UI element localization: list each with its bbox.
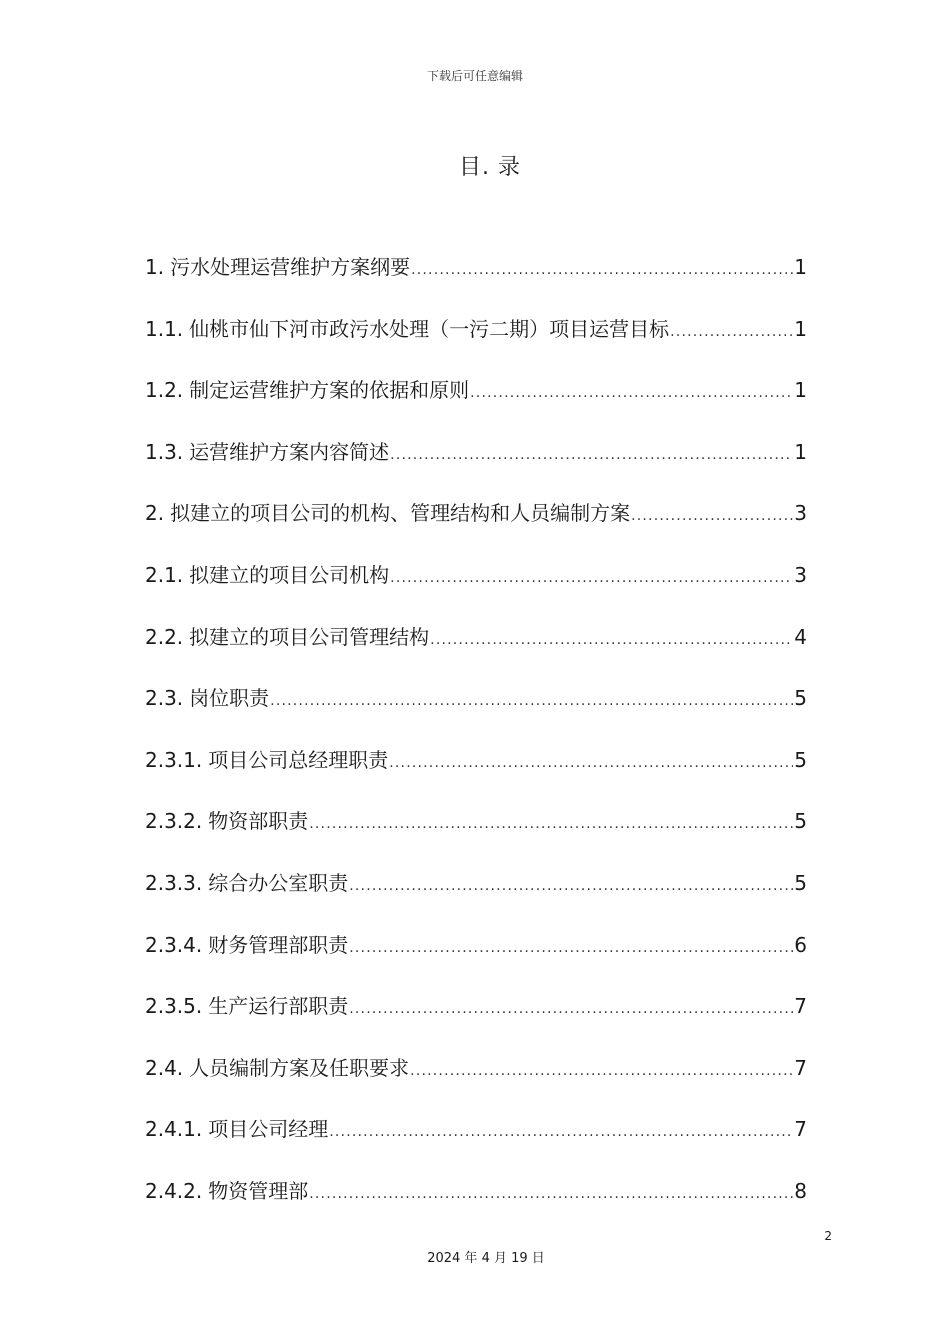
toc-entry-label bbox=[145, 1051, 409, 1085]
toc-entry-label bbox=[145, 743, 388, 777]
toc-entry-number: 2.3.1. bbox=[145, 747, 203, 772]
toc-entry[interactable] bbox=[145, 373, 807, 435]
toc-entry-text: 项目公司经理 bbox=[208, 1117, 329, 1142]
toc-entry-page: 4 bbox=[794, 624, 807, 649]
toc-entry-page: 1 bbox=[794, 316, 807, 341]
toc-entry[interactable] bbox=[145, 681, 807, 743]
toc-dot-leader bbox=[349, 869, 793, 903]
toc-entry-label bbox=[145, 989, 348, 1023]
toc-entry-text: 生产运行部职责 bbox=[208, 994, 349, 1019]
toc-entry-page: 8 bbox=[794, 1178, 807, 1203]
toc-dot-leader bbox=[390, 438, 793, 472]
toc-entry[interactable] bbox=[145, 743, 807, 805]
toc-entry-page: 5 bbox=[794, 686, 807, 711]
toc-entry[interactable] bbox=[145, 620, 807, 682]
toc-entry[interactable] bbox=[145, 435, 807, 497]
toc-dot-leader bbox=[631, 499, 793, 533]
toc-entry[interactable] bbox=[145, 496, 807, 558]
toc-entry-page: 6 bbox=[794, 932, 807, 957]
toc-dot-leader bbox=[470, 376, 793, 410]
toc-dot-leader bbox=[329, 1115, 793, 1149]
toc-entry[interactable] bbox=[145, 312, 807, 374]
toc-entry-number: 2.2. bbox=[145, 624, 184, 649]
toc-entry-text: 制定运营维护方案的依据和原则 bbox=[189, 378, 470, 403]
toc-entry-page: 1 bbox=[794, 378, 807, 403]
toc-dot-leader bbox=[309, 1177, 793, 1211]
toc-entry-label bbox=[145, 866, 348, 900]
toc-dot-leader bbox=[389, 746, 793, 780]
toc-title: 目. 录 bbox=[459, 155, 521, 180]
toc-entry-label bbox=[145, 435, 389, 469]
toc-dot-leader bbox=[411, 253, 793, 287]
toc-entry-page: 7 bbox=[794, 994, 807, 1019]
toc-entry-page: 5 bbox=[794, 809, 807, 834]
toc-entry-label bbox=[145, 1174, 308, 1208]
toc-entry-number: 2.3.3. bbox=[145, 870, 203, 895]
toc-entry-text: 运营维护方案内容简述 bbox=[189, 439, 390, 464]
toc-entry-text: 财务管理部职责 bbox=[208, 932, 349, 957]
toc-entry-page: 5 bbox=[794, 747, 807, 772]
toc-entry-number: 2.4. bbox=[145, 1055, 184, 1080]
toc-entry-text: 污水处理运营维护方案纲要 bbox=[170, 255, 411, 279]
toc-entry-label bbox=[145, 804, 308, 838]
toc-entry-number: 2.4.2. bbox=[145, 1178, 203, 1203]
toc-entry-text: 仙桃市仙下河市政污水处理（一污二期）项目运营目标 bbox=[189, 316, 670, 341]
toc-entry-number: 2.3. bbox=[145, 686, 184, 711]
toc-entry-page: 7 bbox=[794, 1055, 807, 1080]
page-number: 2 bbox=[824, 1229, 832, 1243]
toc-entry-label bbox=[145, 681, 269, 715]
toc-dot-leader bbox=[410, 1054, 793, 1088]
toc-entry-text: 拟建立的项目公司管理结构 bbox=[189, 624, 430, 649]
toc-entry-text: 项目公司总经理职责 bbox=[208, 747, 389, 772]
toc-entry-text: 人员编制方案及任职要求 bbox=[189, 1055, 410, 1080]
toc-dot-leader bbox=[390, 561, 793, 595]
toc-entry-number: 1.2. bbox=[145, 378, 184, 403]
toc-entry[interactable] bbox=[145, 989, 807, 1051]
toc-dot-leader bbox=[430, 623, 793, 657]
toc-entry-number: 2.3.5. bbox=[145, 994, 203, 1019]
toc-entry-label bbox=[145, 312, 669, 346]
toc-entry[interactable] bbox=[145, 1174, 807, 1236]
toc-entry-text: 拟建立的项目公司的机构、管理结构和人员编制方案 bbox=[170, 501, 631, 526]
toc-entry[interactable] bbox=[145, 866, 807, 928]
page-header: 下载后可任意编辑 bbox=[426, 69, 523, 83]
toc-entry-number: 1. bbox=[145, 255, 165, 279]
toc-entry[interactable] bbox=[145, 250, 807, 312]
toc-dot-leader bbox=[309, 807, 793, 841]
footer-date: 2024 年 4 月 19 日 bbox=[427, 1251, 545, 1266]
toc-entry-number: 2.1. bbox=[145, 562, 184, 587]
toc-entry-label bbox=[145, 496, 630, 530]
toc-entry-label bbox=[145, 928, 348, 962]
toc-entry-page: 3 bbox=[794, 501, 807, 526]
toc-entry-page: 1 bbox=[794, 255, 807, 279]
toc-entry-page: 7 bbox=[794, 1117, 807, 1142]
toc-dot-leader bbox=[349, 931, 793, 965]
toc-entry[interactable] bbox=[145, 928, 807, 990]
toc-dot-leader bbox=[349, 992, 793, 1026]
toc-entry[interactable] bbox=[145, 1112, 807, 1174]
toc-entry-number: 2.3.4. bbox=[145, 932, 203, 957]
toc-entry-number: 2.3.2. bbox=[145, 809, 203, 834]
toc-entry-number: 2. bbox=[145, 501, 165, 526]
toc-entry-page: 1 bbox=[794, 439, 807, 464]
toc-entry-page: 3 bbox=[794, 562, 807, 587]
table-of-contents bbox=[145, 250, 807, 1236]
toc-entry-label bbox=[145, 1112, 328, 1146]
toc-entry-page: 5 bbox=[794, 870, 807, 895]
toc-entry-label bbox=[145, 620, 429, 654]
toc-entry-text: 物资管理部 bbox=[208, 1178, 309, 1203]
toc-entry-number: 2.4.1. bbox=[145, 1117, 203, 1142]
toc-entry-text: 拟建立的项目公司机构 bbox=[189, 562, 390, 587]
toc-entry[interactable] bbox=[145, 558, 807, 620]
toc-entry-label bbox=[145, 373, 469, 407]
toc-entry-number: 1.1. bbox=[145, 316, 184, 341]
toc-entry-number: 1.3. bbox=[145, 439, 184, 464]
toc-entry[interactable] bbox=[145, 1051, 807, 1113]
toc-entry-text: 物资部职责 bbox=[208, 809, 309, 834]
toc-entry-text: 岗位职责 bbox=[189, 686, 270, 711]
toc-entry-text: 综合办公室职责 bbox=[208, 870, 349, 895]
toc-dot-leader bbox=[270, 684, 793, 718]
toc-entry-label bbox=[145, 558, 389, 592]
toc-dot-leader bbox=[670, 315, 793, 349]
toc-entry[interactable] bbox=[145, 804, 807, 866]
toc-entry-label bbox=[145, 250, 410, 284]
